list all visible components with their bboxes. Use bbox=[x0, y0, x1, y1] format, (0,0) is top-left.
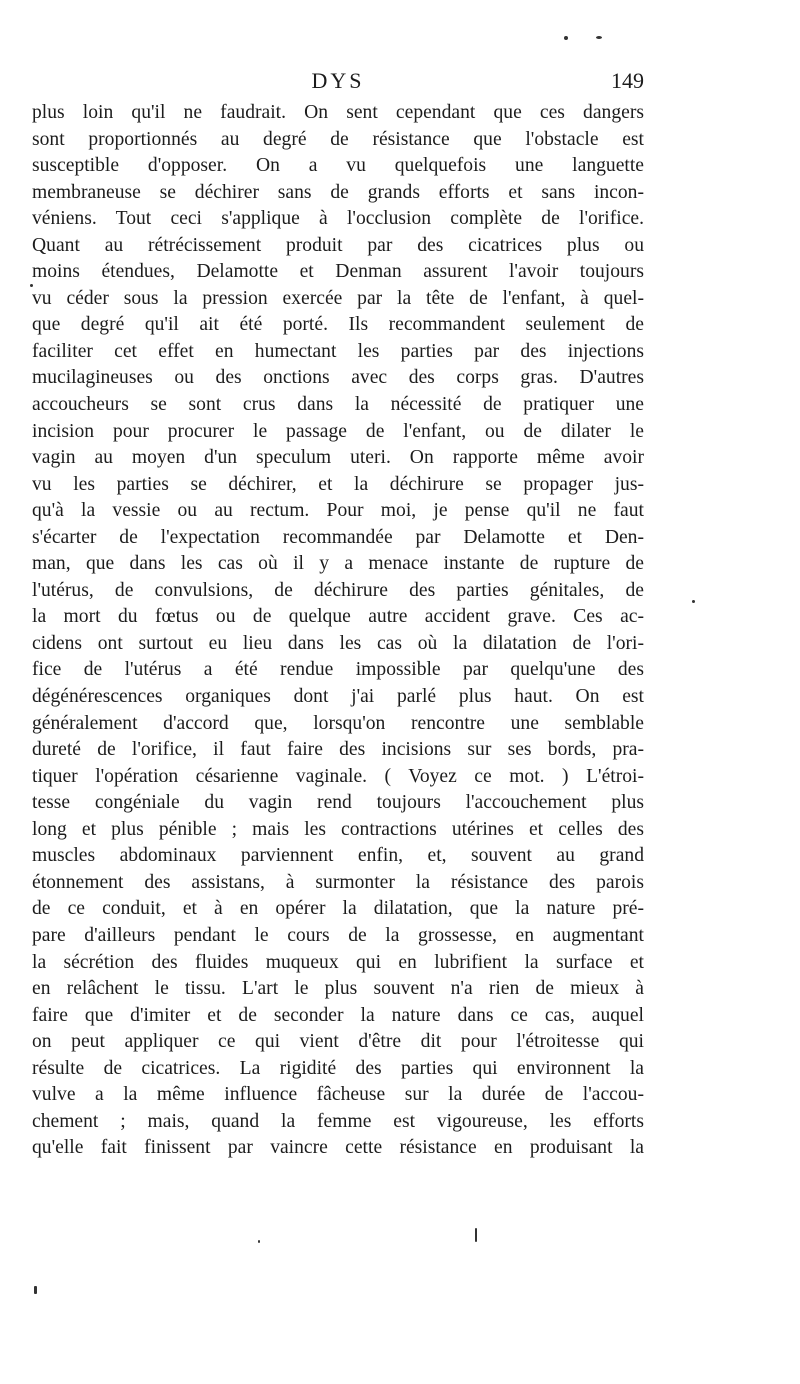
text-line: long et plus pénible ; mais les contractions utérines et celles des bbox=[32, 818, 644, 840]
text-line: vagin au moyen d'un speculum uteri. On rapporte même avoir bbox=[32, 447, 644, 469]
text-line: mucilagineuses ou des onctions avec des corps gras. D'autres bbox=[32, 367, 644, 389]
text-line: plus loin qu'il ne faudrait. On sent cependant que ces dangers bbox=[32, 102, 644, 123]
text-line: résulte de cicatrices. La rigidité des parties qui environnent la bbox=[32, 1057, 644, 1079]
text-line: faire que d'imiter et de seconder la nature dans ce cas, auquel bbox=[32, 1004, 644, 1026]
text-line: Quant au rétrécissement produit par des cicatrices plus ou bbox=[32, 234, 644, 256]
text-line: dégénérescences organiques dont j'ai parlé plus haut. On est bbox=[32, 686, 644, 708]
text-line: faciliter cet effet en humectant les parties par des injections bbox=[32, 340, 644, 362]
text-line: la sécrétion des fluides muqueux qui en lubrifient la surface et bbox=[32, 951, 644, 973]
text-line: accoucheurs se sont crus dans la nécessité de pratiquer une bbox=[32, 394, 644, 416]
scan-speck bbox=[258, 1240, 260, 1243]
text-line: incision pour procurer le passage de l'enfant, ou de dilater le bbox=[32, 420, 644, 442]
text-line: fice de l'utérus a été rendue impossible par quelqu'une des bbox=[32, 659, 644, 681]
text-line: on peut appliquer ce qui vient d'être dit pour l'étroitesse qui bbox=[32, 1031, 644, 1053]
text-line: que degré qu'il ait été porté. Ils recommandent seulement de bbox=[32, 314, 644, 336]
text-line: tiquer l'opération césarienne vaginale. ( Voyez ce mot. ) L'étroi- bbox=[32, 765, 644, 787]
scan-speck bbox=[34, 1286, 37, 1294]
text-line: muscles abdominaux parviennent enfin, et, souvent au grand bbox=[32, 845, 644, 867]
text-line: membraneuse se déchirer sans de grands efforts et sans incon- bbox=[32, 181, 644, 203]
scan-speck bbox=[30, 284, 33, 287]
text-line: moins étendues, Delamotte et Denman assurent l'avoir toujours bbox=[32, 261, 644, 283]
text-line: vu les parties se déchirer, et la déchirure se propager jus- bbox=[32, 473, 644, 495]
text-line: tesse congéniale du vagin rend toujours l'accouchement plus bbox=[32, 792, 644, 814]
text-line: s'écarter de l'expectation recommandée par Delamotte et Den- bbox=[32, 526, 644, 548]
page-number: 149 bbox=[611, 68, 644, 93]
scan-speck bbox=[596, 36, 602, 39]
text-line: qu'elle fait finissent par vaincre cette résistance en produisant la bbox=[32, 1137, 644, 1159]
scan-speck bbox=[692, 600, 695, 603]
text-line: l'utérus, de convulsions, de déchirure des parties génitales, de bbox=[32, 579, 644, 601]
text-line: la mort du fœtus ou de quelque autre accident grave. Ces ac- bbox=[32, 606, 644, 628]
text-line: cidens ont surtout eu lieu dans les cas où la dilatation de l'ori- bbox=[32, 632, 644, 654]
body-text bbox=[32, 100, 644, 1162]
text-line: étonnement des assistans, à surmonter la résistance des parois bbox=[32, 871, 644, 893]
text-line: pare d'ailleurs pendant le cours de la grossesse, en augmentant bbox=[32, 924, 644, 946]
text-line: qu'à la vessie ou au rectum. Pour moi, je pense qu'il ne faut bbox=[32, 500, 644, 522]
text-line: dureté de l'orifice, il faut faire des incisions sur ses bords, pra- bbox=[32, 739, 644, 761]
scan-speck bbox=[475, 1228, 477, 1242]
text-line: sont proportionnés au degré de résistance que l'obstacle est bbox=[32, 128, 644, 150]
scan-speck bbox=[564, 36, 568, 40]
page-header bbox=[32, 68, 644, 98]
text-line: man, que dans les cas où il y a menace instante de rupture de bbox=[32, 553, 644, 575]
text-line: de ce conduit, et à en opérer la dilatation, que la nature pré- bbox=[32, 898, 644, 920]
text-line: vu céder sous la pression exercée par la tête de l'enfant, à quel- bbox=[32, 287, 644, 309]
text-line: véniens. Tout ceci s'applique à l'occlusion complète de l'orifice. bbox=[32, 208, 644, 230]
text-line: en relâchent le tissu. L'art le plus souvent n'a rien de mieux à bbox=[32, 978, 644, 1000]
text-line: susceptible d'opposer. On a vu quelquefois une languette bbox=[32, 155, 644, 177]
text-line: généralement d'accord que, lorsqu'on rencontre une semblable bbox=[32, 712, 644, 734]
running-head: DYS bbox=[311, 68, 365, 93]
text-line: vulve a la même influence fâcheuse sur la durée de l'accou- bbox=[32, 1084, 644, 1106]
text-line: chement ; mais, quand la femme est vigoureuse, les efforts bbox=[32, 1110, 644, 1132]
